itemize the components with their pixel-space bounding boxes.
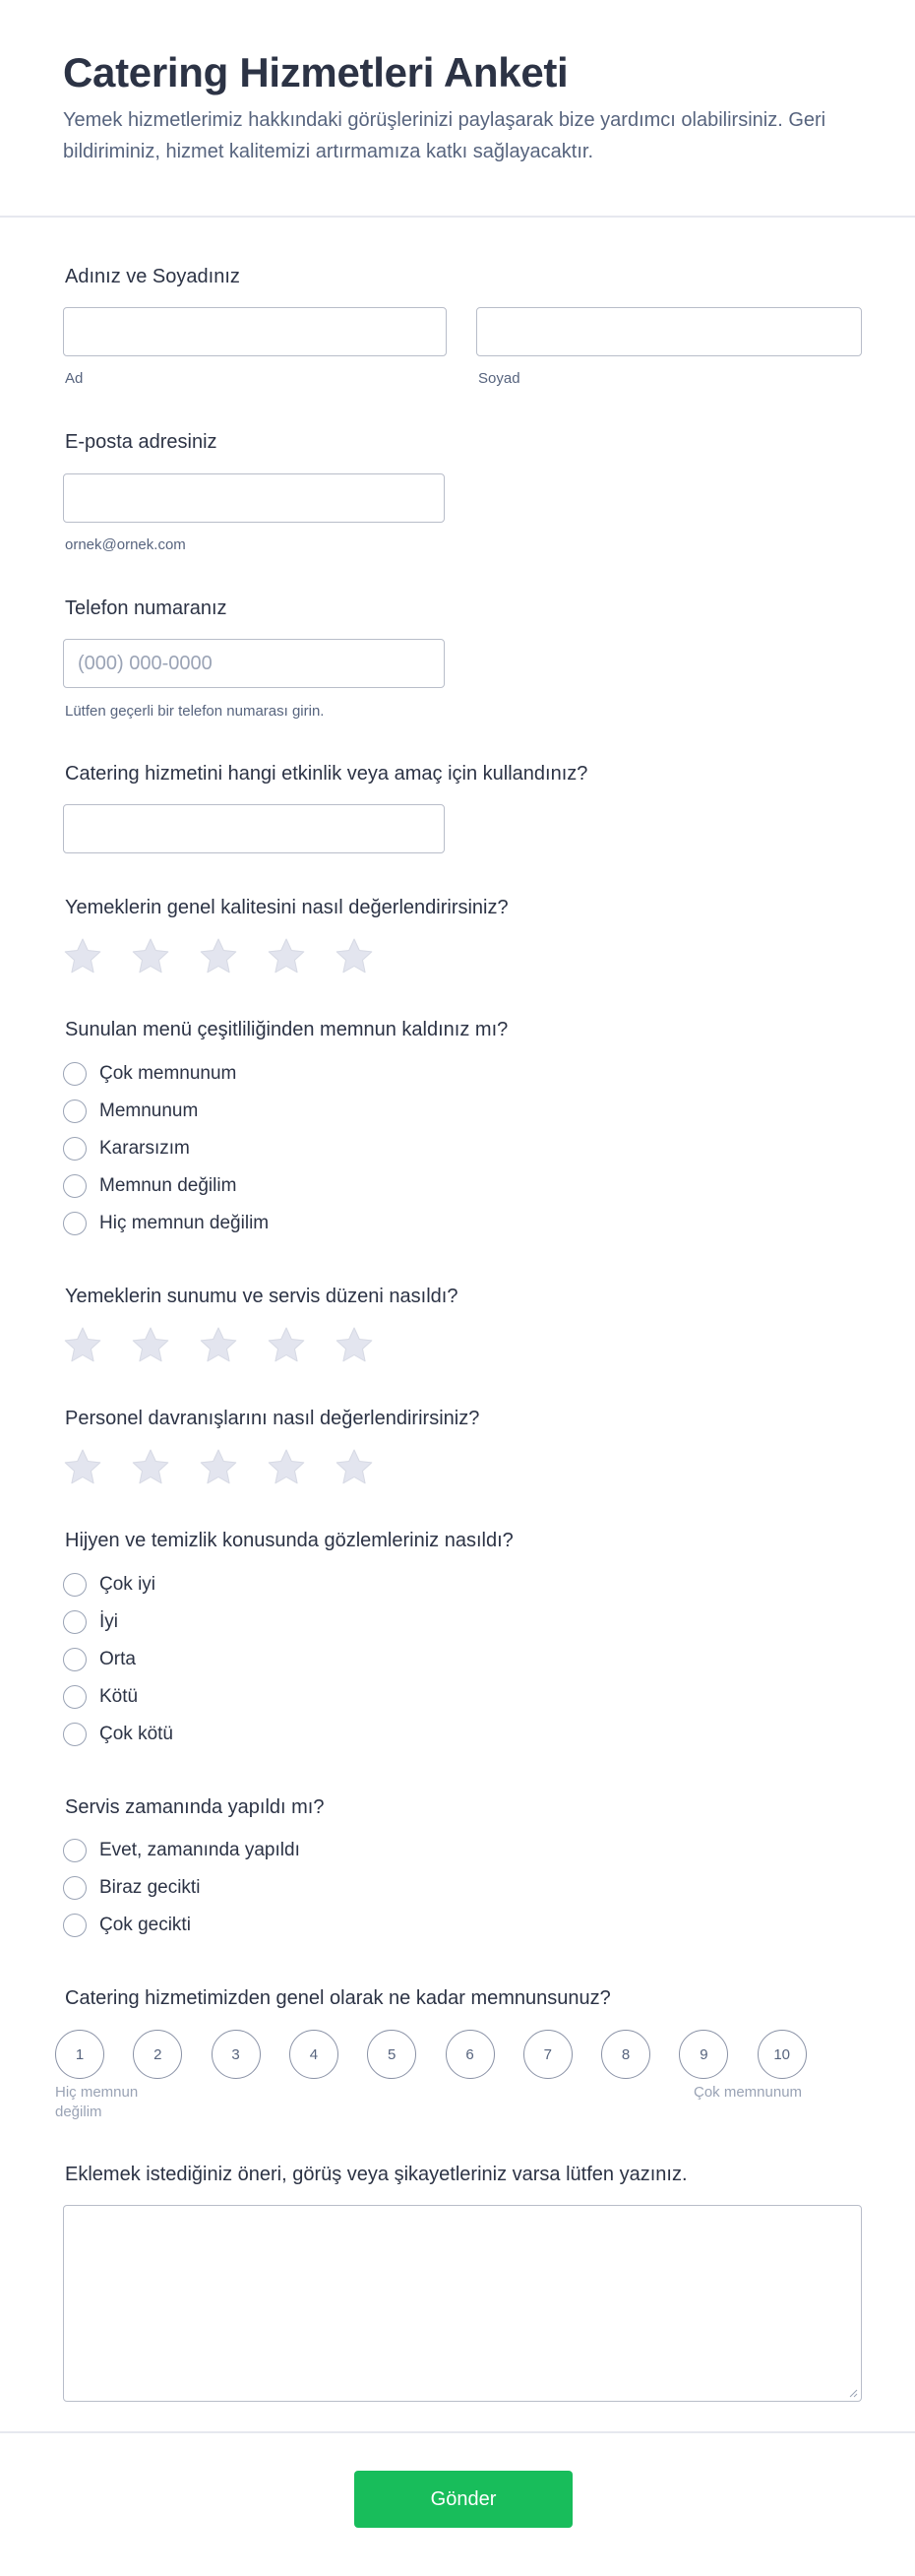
radio-circle-icon[interactable]: [63, 1212, 87, 1235]
phone-field[interactable]: [63, 639, 445, 688]
radio-option[interactable]: [63, 1570, 555, 1600]
radio-option[interactable]: [63, 1836, 555, 1865]
star-icon[interactable]: [267, 1448, 306, 1487]
radio-option-label: İyi: [99, 1611, 118, 1632]
comments-question-label: Eklemek istediğiniz öneri, görüş veya şikayetleriniz varsa lütfen yazınız.: [65, 2164, 688, 2185]
radio-option[interactable]: [63, 1134, 555, 1163]
form-header: [0, 0, 915, 218]
radio-circle-icon[interactable]: [63, 1100, 87, 1123]
scale-option-3[interactable]: 3: [212, 2030, 261, 2079]
star-icon[interactable]: [131, 937, 170, 976]
scale-option-8[interactable]: 8: [601, 2030, 650, 2079]
scale-option-1[interactable]: 1: [55, 2030, 104, 2079]
star-icon[interactable]: [63, 1448, 102, 1487]
menu-variety-question-label: Sunulan menü çeşitliliğinden memnun kaldınız mı?: [65, 1019, 509, 1040]
radio-option-label: Orta: [99, 1649, 136, 1669]
radio-circle-icon[interactable]: [63, 1839, 87, 1862]
submit-button[interactable]: Gönder: [354, 2471, 573, 2528]
first-name-input[interactable]: [64, 308, 446, 355]
radio-circle-icon[interactable]: [63, 1062, 87, 1086]
radio-circle-icon[interactable]: [63, 1573, 87, 1597]
radio-option[interactable]: [63, 1645, 555, 1674]
email-sublabel: ornek@ornek.com: [65, 536, 186, 553]
radio-option[interactable]: [63, 1059, 555, 1089]
name-question-label: Adınız ve Soyadınız: [65, 266, 240, 287]
last-name-input[interactable]: [477, 308, 861, 355]
radio-option[interactable]: [63, 1607, 555, 1637]
radio-option[interactable]: [63, 1873, 555, 1903]
star-icon[interactable]: [63, 937, 102, 976]
radio-option-label: Çok kötü: [99, 1724, 173, 1744]
first-name-field[interactable]: [63, 307, 447, 356]
star-icon[interactable]: [335, 937, 374, 976]
radio-circle-icon[interactable]: [63, 1174, 87, 1198]
scale-option-10[interactable]: 10: [758, 2030, 807, 2079]
star-icon[interactable]: [267, 937, 306, 976]
scale-low-label: Hiç memnun değilim: [55, 2084, 139, 2120]
star-icon[interactable]: [267, 1326, 306, 1365]
radio-circle-icon[interactable]: [63, 1685, 87, 1709]
radio-option-label: Memnun değilim: [99, 1175, 237, 1196]
star-icon[interactable]: [199, 1326, 238, 1365]
star-icon[interactable]: [335, 1448, 374, 1487]
last-name-field[interactable]: [476, 307, 862, 356]
comments-field[interactable]: [63, 2205, 862, 2402]
scale-high-label: Çok memnunum: [694, 2084, 803, 2101]
phone-input[interactable]: [64, 640, 444, 687]
radio-circle-icon[interactable]: [63, 1723, 87, 1746]
radio-option-label: Çok iyi: [99, 1574, 156, 1595]
radio-option[interactable]: [63, 1682, 555, 1712]
first-name-sublabel: Ad: [65, 370, 84, 387]
presentation-question-label: Yemeklerin sunumu ve servis düzeni nasıldı?: [65, 1286, 458, 1307]
comments-textarea[interactable]: [64, 2206, 861, 2401]
event-field[interactable]: [63, 804, 445, 853]
hygiene-question-label: Hijyen ve temizlik konusunda gözlemleriniz nasıldı?: [65, 1530, 514, 1551]
timing-question-label: Servis zamanında yapıldı mı?: [65, 1796, 325, 1818]
scale-option-4[interactable]: 4: [289, 2030, 338, 2079]
food-quality-star-rating: [63, 937, 397, 976]
radio-circle-icon[interactable]: [63, 1648, 87, 1671]
email-input[interactable]: [64, 474, 444, 522]
resize-grip-icon[interactable]: [848, 2388, 858, 2398]
radio-option[interactable]: [63, 1171, 555, 1201]
radio-option[interactable]: [63, 1209, 555, 1238]
scale-option-7[interactable]: 7: [523, 2030, 573, 2079]
staff-question-label: Personel davranışlarını nasıl değerlendirirsiniz?: [65, 1408, 480, 1429]
radio-circle-icon[interactable]: [63, 1610, 87, 1634]
scale-option-5[interactable]: 5: [367, 2030, 416, 2079]
scale-option-6[interactable]: 6: [446, 2030, 495, 2079]
radio-option-label: Kararsızım: [99, 1138, 190, 1159]
scale-option-9[interactable]: 9: [679, 2030, 728, 2079]
email-question-label: E-posta adresiniz: [65, 431, 217, 453]
satisfaction-question-label: Catering hizmetimizden genel olarak ne kadar memnunsunuz?: [65, 1987, 611, 2009]
scale-option-2[interactable]: 2: [133, 2030, 182, 2079]
radio-circle-icon[interactable]: [63, 1876, 87, 1900]
star-icon[interactable]: [63, 1326, 102, 1365]
radio-circle-icon[interactable]: [63, 1137, 87, 1161]
form-title: Catering Hizmetleri Anketi: [63, 49, 569, 95]
form-description: Yemek hizmetlerimiz hakkındaki görüşlerinizi paylaşarak bize yardımcı olabilirsiniz. Geri bildiriminiz, hizmet kalitemizi artırmamıza katkı sağlayacaktır.: [63, 109, 826, 162]
presentation-star-rating: [63, 1326, 397, 1365]
radio-option-label: Biraz gecikti: [99, 1877, 201, 1898]
radio-option[interactable]: [63, 1720, 555, 1749]
radio-option-label: Kötü: [99, 1686, 139, 1707]
event-input[interactable]: [64, 805, 444, 852]
star-icon[interactable]: [131, 1326, 170, 1365]
radio-option[interactable]: [63, 1097, 555, 1126]
radio-option-label: Çok gecikti: [99, 1915, 191, 1935]
star-icon[interactable]: [335, 1326, 374, 1365]
phone-question-label: Telefon numaranız: [65, 597, 227, 619]
star-icon[interactable]: [199, 937, 238, 976]
radio-option-label: Hiç memnun değilim: [99, 1213, 270, 1233]
email-field[interactable]: [63, 473, 445, 523]
star-icon[interactable]: [131, 1448, 170, 1487]
staff-star-rating: [63, 1448, 397, 1487]
last-name-sublabel: Soyad: [478, 370, 520, 387]
phone-sublabel: Lütfen geçerli bir telefon numarası girin.: [65, 703, 325, 720]
radio-option-label: Memnunum: [99, 1100, 199, 1121]
radio-option[interactable]: [63, 1911, 555, 1940]
star-icon[interactable]: [199, 1448, 238, 1487]
food-quality-question-label: Yemeklerin genel kalitesini nasıl değerlendirirsiniz?: [65, 897, 509, 918]
radio-circle-icon[interactable]: [63, 1914, 87, 1937]
radio-option-label: Çok memnunum: [99, 1063, 237, 1084]
event-question-label: Catering hizmetini hangi etkinlik veya amaç için kullandınız?: [65, 763, 588, 785]
footer-divider: [0, 2431, 915, 2433]
radio-option-label: Evet, zamanında yapıldı: [99, 1840, 300, 1860]
